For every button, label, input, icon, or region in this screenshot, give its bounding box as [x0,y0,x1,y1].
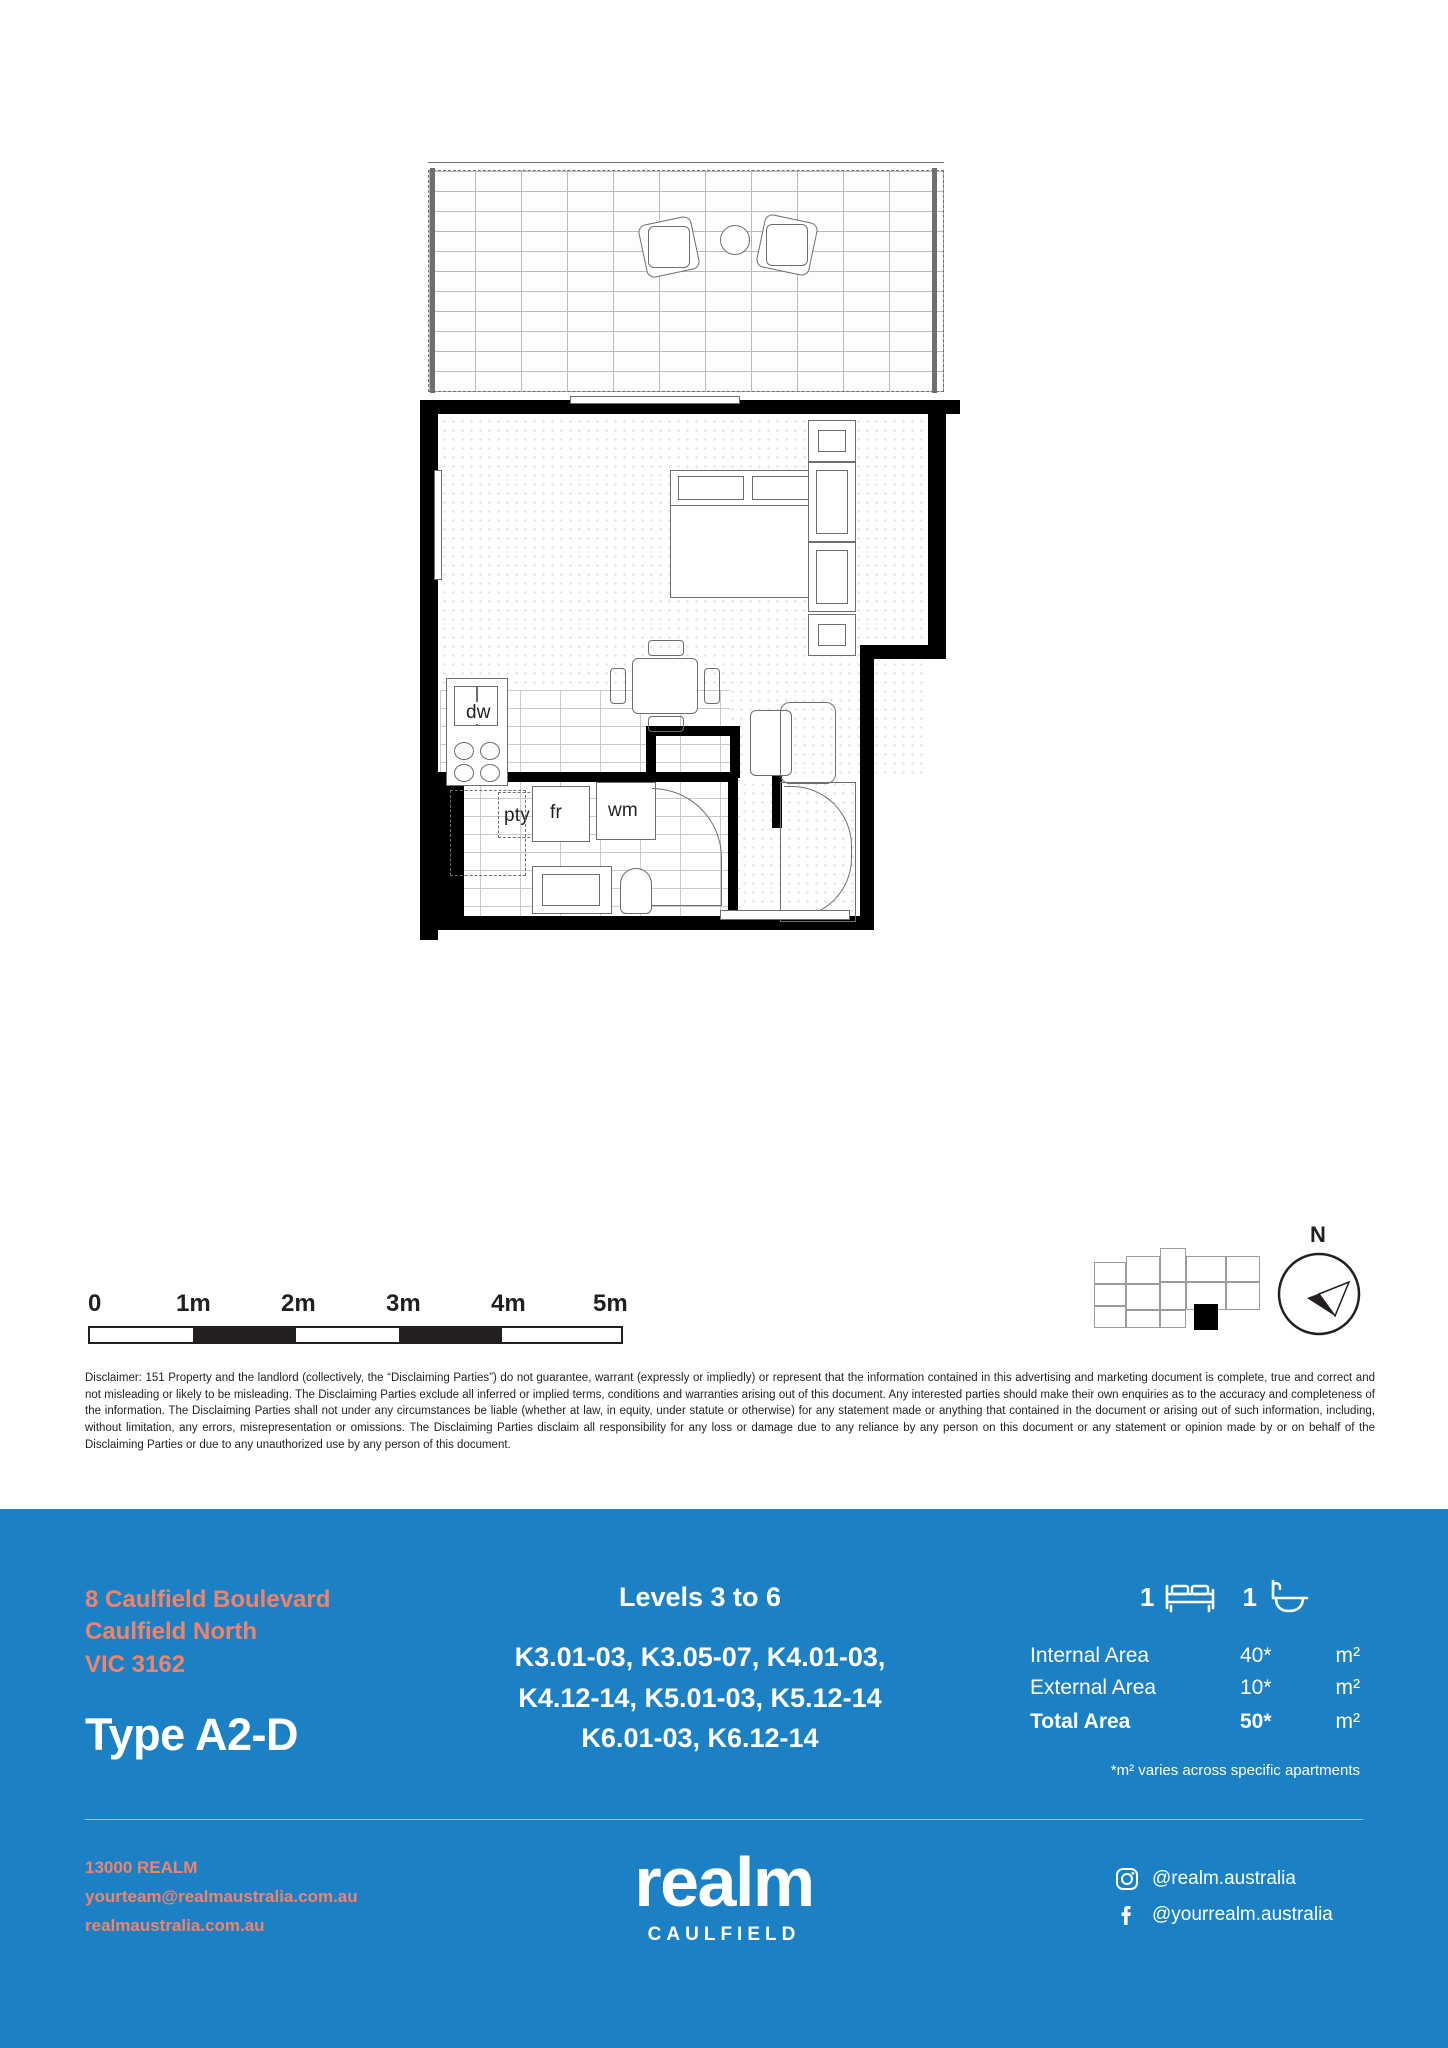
instagram-icon [1115,1867,1139,1891]
unit-numbers-line-3: K6.01-03, K6.12-14 [581,1723,819,1753]
scale-tick-4: 4m [491,1290,526,1317]
balcony [428,170,944,392]
area-row-internal [1030,1644,1360,1668]
bed-icon [1164,1580,1216,1614]
dining-chair-bottom [648,716,684,732]
area-unit-external: m² [1335,1676,1360,1699]
window-west [434,470,442,580]
unit-numbers-line-2: K4.12-14, K5.01-03, K5.12-14 [518,1682,882,1713]
robe-lower-inner [816,550,848,604]
key-plan-cell [1226,1282,1260,1310]
toilet [620,868,652,914]
contact-website[interactable]: realmaustralia.com.au [85,1915,265,1935]
area-value-total: 50* [1240,1710,1272,1733]
balcony-post-right [932,168,937,393]
wall-internal-laundry-side [730,726,740,778]
key-plan-cell [1126,1310,1160,1328]
address-block [85,1584,330,1681]
balcony-sliding-door [570,396,740,404]
robe-middle-inner [816,470,848,534]
wall-internal-bath-east [728,772,738,922]
key-plan-cell [1160,1248,1186,1282]
address-line-1: 8 Caulfield Boulevard [85,1586,331,1613]
dining-chair-left [610,668,626,704]
compass-north-label: N [1310,1222,1326,1247]
area-value-internal: 40* [1240,1644,1272,1667]
area-label-internal: Internal Area [1030,1644,1150,1667]
footer-bar [0,1509,1448,2048]
scale-segment-2 [399,1328,502,1342]
disclaimer-text: Disclaimer: 151 Property and the landlord (collectively, the “Disclaiming Parties”) do not guarantee, warrant (expressly or impliedly) or represent that the information contained in this advertising and marketing document is complete, true and correct and not misleading or likely to be misleading. The Disclaiming Parties exclude all inferred or implied terms, conditions and warranties arising out of this document. Any interested parties should make their own enquiries as to the accuracy and completeness of the information. The Disclaiming Parties shall not under any circumstances be liable (whether at law, in equity, under statute or otherwise) for any statement made or anything that contained in the document or arising out of such information, including, without limitation, any errors, misrepresentation or omissions. The Disclaiming Parties disclaim all responsibility for any loss or damage due to any reliance by any person on this document or any statement or opinion made by or on behalf of the Disclaiming Parties or due to any unauthorized use by any person of this document. [85,1372,1375,1451]
shower [450,790,526,876]
key-plan-cell [1186,1256,1226,1282]
contact-phone[interactable]: 13000 REALM [85,1858,198,1877]
cooktop-burner-1 [454,742,474,760]
key-plan-cell [1160,1310,1186,1328]
scale-tick-3: 3m [386,1290,421,1317]
bath-icon [1267,1579,1311,1615]
contact-block [85,1854,358,1941]
area-unit-internal: m² [1335,1644,1360,1667]
instagram-handle: @realm.australia [1152,1868,1296,1889]
key-plan-highlight [1194,1304,1218,1330]
compass-icon [1277,1252,1361,1336]
scale-tick-0: 0 [88,1290,102,1317]
key-plan-cell [1160,1282,1186,1310]
dining-chair-right [704,668,720,704]
area-unit-total: m² [1335,1710,1360,1733]
outdoor-chair-right-inner [766,224,808,266]
robe-upper-inner [818,430,846,452]
key-plan-cell [1094,1262,1126,1284]
key-plan-cell [1126,1284,1160,1310]
facebook-icon [1115,1903,1139,1927]
scale-tick-5: 5m [593,1290,628,1317]
entry-door-leaf [720,910,850,920]
cooktop-burner-3 [454,764,474,782]
balcony-edge-line [428,162,944,163]
area-row-total [1030,1710,1360,1734]
social-facebook-row[interactable] [1115,1897,1333,1933]
scale-tick-1: 1m [176,1290,211,1317]
pantry-label: pty [504,805,530,826]
contact-email[interactable]: yourteam@realmaustralia.com.au [85,1886,358,1906]
wall-internal-kitchen-stub [646,732,656,778]
key-plan-cell [1094,1284,1126,1306]
brand-logo [574,1843,874,1946]
apartment-outline [420,390,960,940]
bedside-unit-inner [818,624,846,646]
wall-east-upper [928,400,946,655]
dishwasher-label: dw [466,702,491,723]
key-plan-cell [1126,1256,1160,1284]
scale-bar [88,1290,628,1344]
bedroom-count: 1 [1140,1581,1155,1612]
bed-pillow-left [678,476,744,500]
area-table [1030,1644,1360,1742]
brand-name: realm [634,1843,814,1921]
area-footnote: *m² varies across specific apartments [1110,1762,1360,1779]
address-line-3: VIC 3162 [85,1650,186,1678]
footer-divider [85,1819,1363,1820]
scale-labels [88,1290,628,1320]
area-row-external [1030,1676,1360,1700]
bathroom-count-group [1242,1579,1310,1615]
outdoor-table [720,225,750,255]
area-label-external: External Area [1030,1676,1157,1699]
basin [542,874,600,906]
wall-east-lower [860,645,874,930]
washing-machine-label: wm [608,800,638,821]
room-count-row [1140,1579,1311,1615]
brand-subtitle: CAULFIELD [647,1923,801,1945]
cooktop-burner-4 [480,764,500,782]
unit-numbers-line-1: K3.01-03, K3.05-07, K4.01-03, [514,1642,886,1672]
floor-plan-drawing [420,140,960,1190]
key-plan-cell [1094,1306,1126,1328]
levels-label: Levels 3 to 6 [618,1582,782,1612]
area-label-total: Total Area [1030,1710,1131,1733]
social-block [1115,1861,1333,1933]
dining-table [632,658,698,714]
key-plan [1094,1248,1264,1328]
outdoor-chair-left-inner [648,226,690,268]
fridge-label: fr [550,802,563,823]
dining-chair-top [648,640,684,656]
scale-track [88,1326,623,1344]
scale-tick-2: 2m [281,1290,316,1317]
bedroom-count-group [1140,1580,1216,1614]
area-value-external: 10* [1240,1676,1272,1699]
apartment-type-title: Type A2-D [85,1709,299,1760]
key-plan-cell [1226,1256,1260,1282]
address-line-2: Caulfield North [85,1618,257,1646]
armchair-back [780,702,836,784]
scale-segment-1 [193,1328,296,1342]
bathroom-count: 1 [1242,1581,1257,1612]
unit-numbers-block [420,1637,980,1759]
cooktop-burner-2 [480,742,500,760]
facebook-handle: @yourrealm.australia [1152,1904,1333,1926]
balcony-post-left [430,168,435,393]
social-instagram-row[interactable] [1115,1861,1333,1897]
